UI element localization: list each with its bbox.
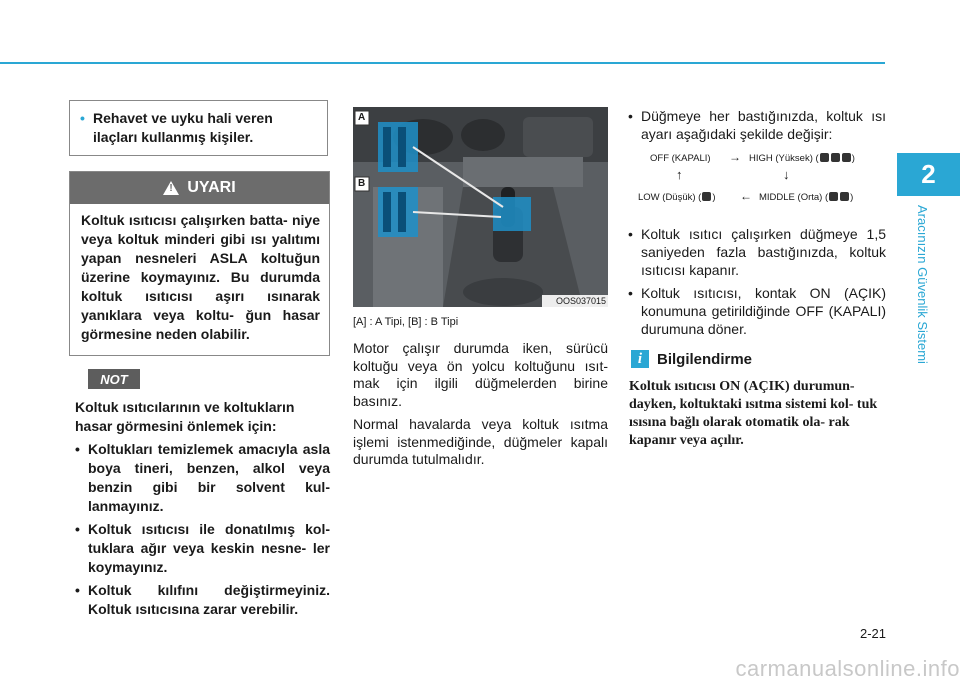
seat-heat-icon	[831, 153, 840, 162]
cycle-high: HIGH (Yüksek) (	[749, 153, 819, 164]
right-column	[628, 107, 886, 148]
page-number: 2-21	[859, 626, 886, 641]
watermark: carmanualsonline.info	[735, 656, 960, 681]
arrow-right-icon: →	[729, 150, 741, 164]
cycle-high-end: )	[851, 153, 855, 164]
console-illustration	[353, 107, 608, 307]
cycle-middle-end: )	[850, 192, 854, 203]
right-bullet: • Koltuk ısıtıcı çalışırken düğmeye 1,5 saniyeden fazla bastığınızda, koltuk ısıtıcısı kapanır.	[628, 225, 886, 279]
box-bullet-text: Rehavet ve uyku hali veren ilaçları kullanmış kişiler.	[93, 110, 273, 145]
cycle-high-group	[749, 153, 855, 164]
bullet-dot: •	[80, 110, 85, 126]
photo-caption: [A] : A Tipi, [B] : B Tipi	[353, 316, 459, 328]
not-heading: Koltuk ısıtıcılarının ve koltukların hasar görmesini önlemek için:	[75, 399, 295, 434]
warning-box	[69, 171, 330, 356]
chapter-side-title	[912, 205, 932, 385]
header-rule	[0, 62, 885, 64]
not-bullet: • Koltuk kılıfını değiştirmeyiniz. Koltuk ısıtıcısına zarar verebilir.	[75, 581, 330, 619]
warning-title: UYARI	[187, 179, 236, 196]
right-bullet: • Koltuk ısıtıcısı, kontak ON (AÇIK) konumuna getirildiğinde OFF (KAPALI) durumuna döner.	[628, 284, 886, 338]
photo-code: OOS037015	[555, 296, 606, 306]
arrow-left-icon: ←	[740, 189, 752, 203]
middle-paragraph: Motor çalışır durumda iken, sürücü koltuğu veya ön yolcu koltuğunu ısıt- mak için ilgili düğmelerden birine basınız.	[353, 340, 608, 409]
warning-header	[70, 172, 329, 204]
middle-paragraph: Normal havalarda veya koltuk ısıtma işlemi istenmediğinde, düğmeler kapalı durumda tutulmalıdır.	[353, 416, 608, 467]
not-bullet: • Koltuk ısıtıcısı ile donatılmış kol- tuklara ağır veya keskin nesne- ler koymayınız.	[75, 520, 330, 577]
not-badge: NOT	[88, 369, 140, 389]
seat-heat-icon	[840, 192, 849, 201]
arrow-up-icon: ↑	[676, 167, 683, 182]
arrow-down-icon: ↓	[783, 167, 790, 182]
photo-label-a: A	[358, 112, 366, 123]
chapter-title: Aracınızın Güvenlik Sistemi	[915, 205, 930, 364]
middle-text	[353, 340, 608, 475]
not-bullet: • Koltukları temizlemek amacıyla asla boya tineri, benzen, alkol veya benzin gibi bir solvent kul- lanmayınız.	[75, 440, 330, 516]
cycle-middle-group	[759, 192, 853, 203]
preceding-bullet-box	[69, 100, 328, 156]
right-bullet: • Düğmeye her bastığınızda, koltuk ısı ayarı aşağıdaki şekilde değişir:	[628, 107, 886, 143]
seat-heat-icon	[842, 153, 851, 162]
seat-heat-icon	[702, 192, 711, 201]
warning-text: Koltuk ısıtıcısı çalışırken batta- niye veya koltuk minderi gibi ısı yalıtımı yapan nesneleri ASLA koltuğun üzerine koymayınız. Bu durumda koltuk ısıtıcısı aşırı ısınarak yanıklara veya koltu- ğun hasar görmesine neden olabilir.	[81, 212, 320, 342]
info-heading	[631, 350, 752, 368]
photo-label-b: B	[358, 178, 366, 189]
info-icon: i	[631, 350, 649, 368]
chapter-tab	[897, 153, 960, 196]
cycle-off: OFF (KAPALI)	[650, 153, 711, 164]
cycle-middle: MIDDLE (Orta) (	[759, 192, 829, 203]
info-text: Koltuk ısıtıcısı ON (AÇIK) durumun- dayken, koltuktaki ısıtma sistemi kol- tuk ısısına bağlı olarak otomatik ola- rak kapanır veya açılır.	[629, 379, 878, 448]
cycle-low-group	[638, 192, 716, 203]
chapter-number: 2	[921, 159, 936, 189]
heat-cycle-diagram	[628, 148, 886, 210]
info-title: Bilgilendirme	[657, 350, 753, 368]
seat-heater-photo	[353, 107, 608, 307]
warning-icon	[163, 181, 179, 195]
seat-heat-icon	[829, 192, 838, 201]
cycle-low-end: )	[712, 192, 716, 203]
cycle-low: LOW (Düşük) (	[638, 192, 702, 203]
seat-heat-icon	[820, 153, 829, 162]
right-bullets	[628, 225, 886, 343]
not-section	[75, 398, 330, 619]
